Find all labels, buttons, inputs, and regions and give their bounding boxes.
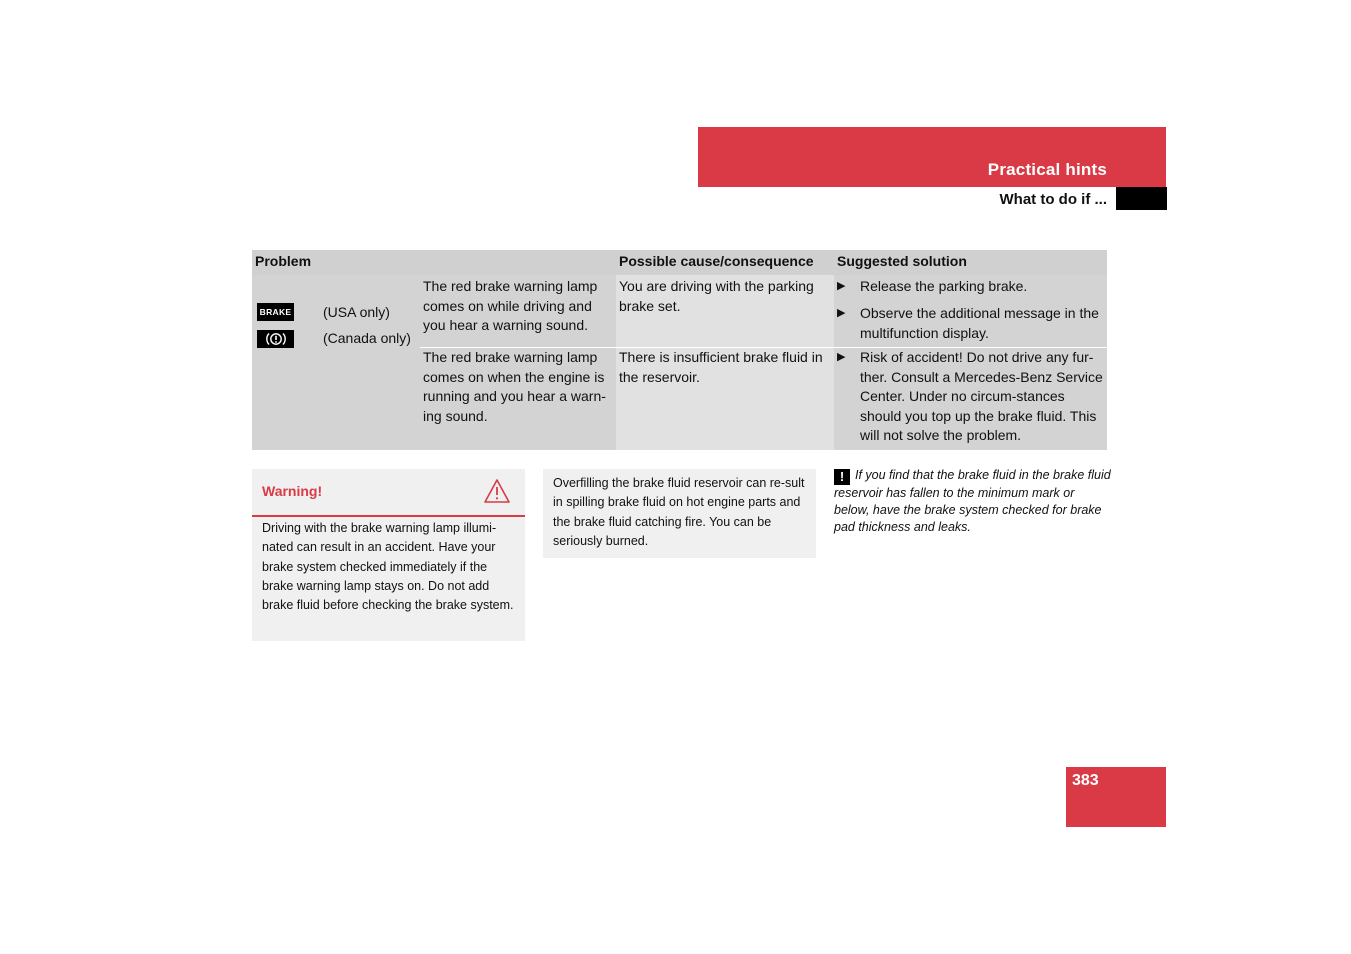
section-tab-marker [1116, 187, 1167, 210]
section-title: Practical hints [987, 160, 1107, 179]
warning-box [252, 469, 525, 641]
row2-solution [834, 348, 1107, 450]
canada-only-label: (Canada only) [323, 330, 411, 346]
brake-lamp-icon: BRAKE [257, 303, 294, 321]
warning-continued-box [543, 469, 816, 558]
row2-problem: The red brake warning lamp comes on when the engine is running and you hear a warn-ing sound. [420, 348, 616, 450]
page-number-box [1066, 767, 1166, 827]
header-problem: Problem [252, 250, 616, 275]
warning-continued-text: Overfilling the brake fluid reservoir can re-sult in spilling brake fluid on hot engine parts and the brake fluid catching fire. You can be seriously burned. [553, 476, 805, 548]
bullet-arrow-icon: ▶ [837, 280, 846, 292]
troubleshooting-table [252, 250, 1107, 450]
header-cause: Possible cause/consequence [616, 250, 834, 275]
note [834, 467, 1112, 537]
row1-solution-2: Observe the additional message in the multifunction display. [860, 305, 1099, 341]
brake-warning-circle-icon [257, 330, 294, 348]
warning-text: Driving with the brake warning lamp illumi-nated can result in an accident. Have your brake system checked immediately if the brake warning lamp stays on. Do not add brake fluid before checking the brake system. [262, 521, 514, 613]
lamp-cell [252, 275, 420, 450]
bullet-arrow-icon: ▶ [837, 351, 846, 363]
page-number: 383 [1072, 772, 1099, 789]
warning-title: Warning! [262, 483, 323, 499]
exclamation-icon: ! [834, 469, 850, 485]
row2-cause: There is insufficient brake fluid in the reservoir. [616, 348, 834, 450]
row2-solution-1: Risk of accident! Do not drive any fur-ther. Consult a Mercedes-Benz Service Center. Under no circum-stances should you top up the brake fluid. This will not solve the problem. [860, 349, 1103, 443]
row1-solution-1: Release the parking brake. [860, 278, 1028, 294]
note-text: If you find that the brake fluid in the brake fluid reservoir has fallen to the minimum mark or below, have the brake system checked for brake pad thickness and leaks. [834, 468, 1111, 535]
subsection-title: What to do if ... [999, 191, 1107, 208]
warning-header [252, 469, 525, 517]
row1-problem: The red brake warning lamp comes on while driving and you hear a warning sound. [420, 275, 616, 347]
header-solution: Suggested solution [834, 250, 1107, 275]
bullet-arrow-icon: ▶ [837, 307, 846, 319]
usa-only-label: (USA only) [323, 304, 390, 320]
row1-solution [834, 275, 1107, 347]
row1-cause: You are driving with the parking brake set. [616, 275, 834, 347]
warning-triangle-icon [483, 478, 511, 509]
